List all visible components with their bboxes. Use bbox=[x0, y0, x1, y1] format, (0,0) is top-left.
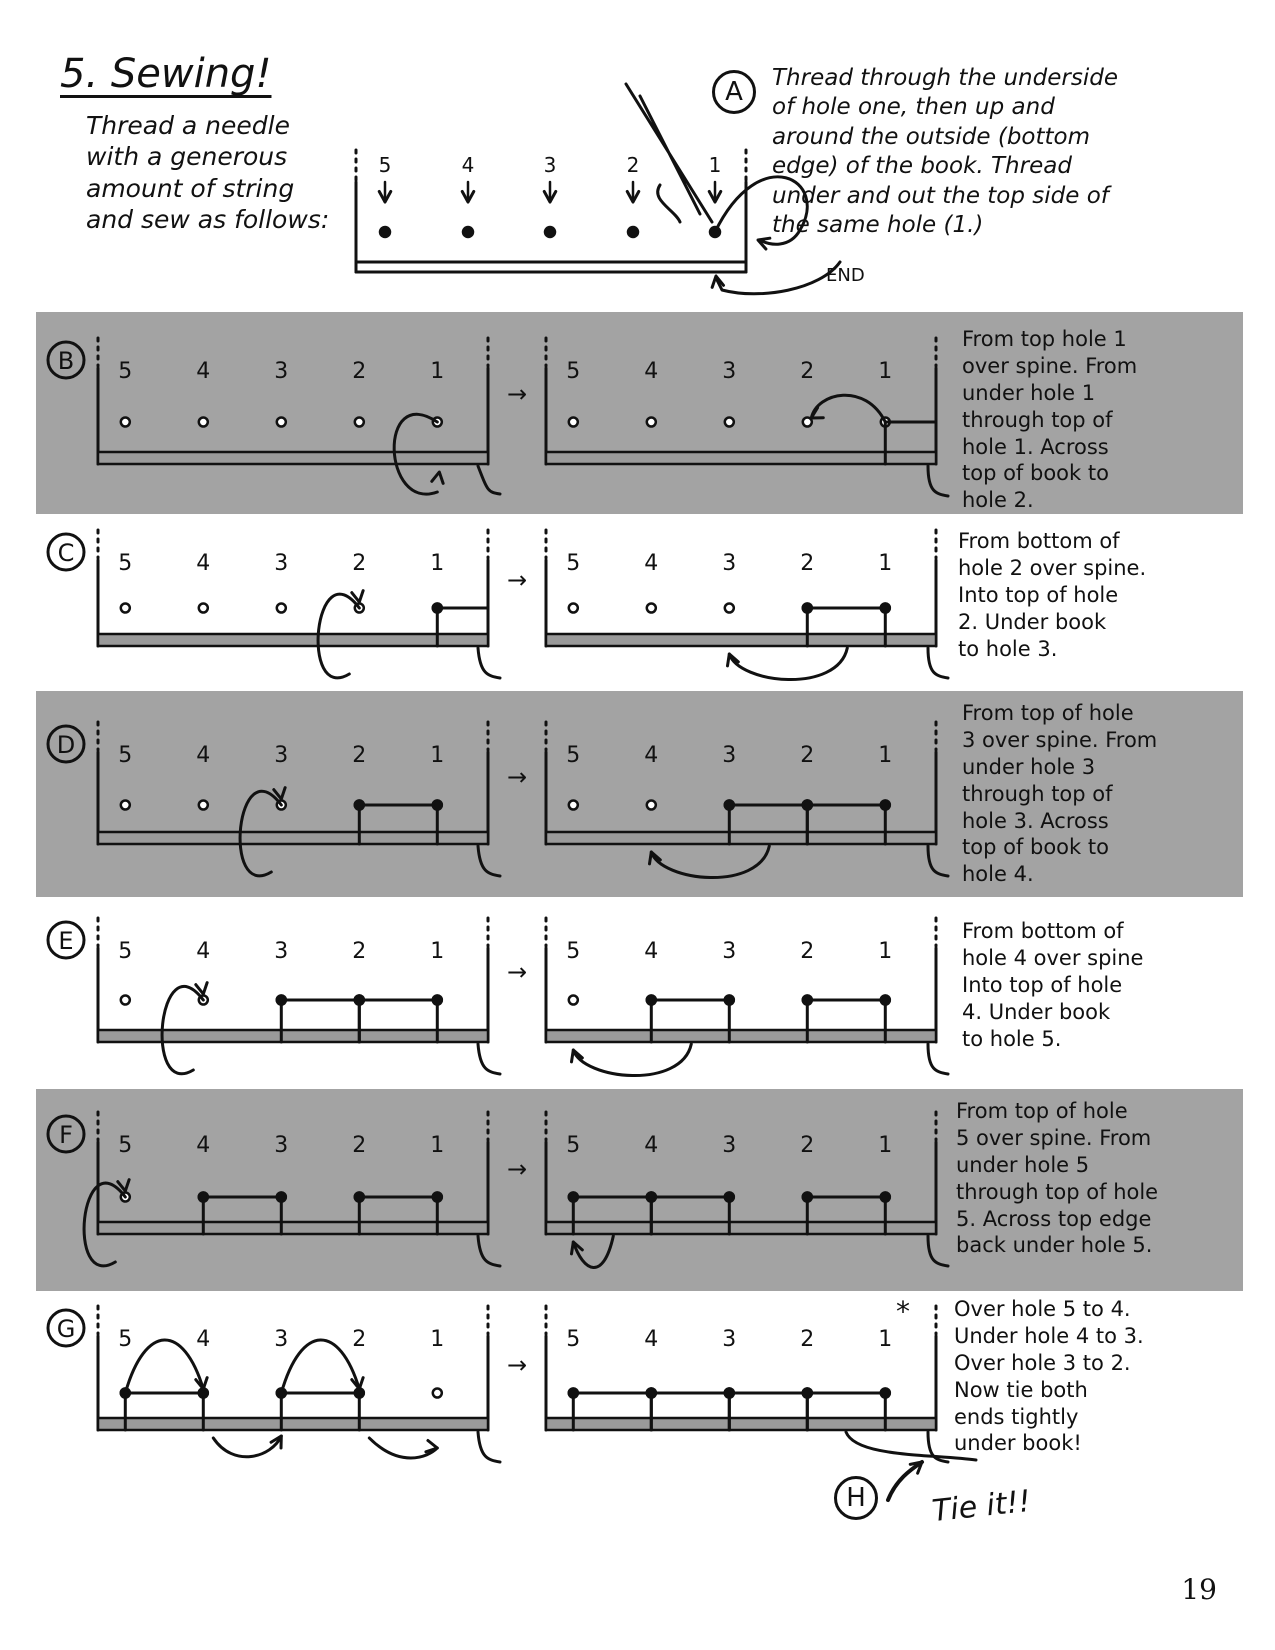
thread-loop bbox=[658, 185, 680, 222]
hole-number: 3 bbox=[722, 551, 737, 576]
hole-number: 2 bbox=[800, 551, 815, 576]
spine-band bbox=[98, 1030, 488, 1042]
hole-number: 3 bbox=[274, 743, 289, 768]
spine-band bbox=[98, 1222, 488, 1234]
hole-number: 3 bbox=[274, 551, 289, 576]
hole bbox=[380, 227, 390, 237]
hole-number: 2 bbox=[352, 1327, 367, 1352]
spine-band bbox=[546, 1418, 936, 1430]
hole-number: 1 bbox=[878, 1133, 893, 1158]
spine-band bbox=[546, 1030, 936, 1042]
hole-number: 4 bbox=[196, 1327, 211, 1352]
thread-tail bbox=[478, 1044, 500, 1074]
sewn-hole bbox=[277, 1193, 286, 1202]
hole-number: 1 bbox=[708, 153, 722, 177]
hole bbox=[569, 996, 578, 1005]
hole-number: 4 bbox=[196, 359, 211, 384]
step-h-label: H bbox=[834, 1476, 878, 1520]
hole-number: 4 bbox=[644, 551, 659, 576]
step-label: E bbox=[58, 927, 74, 955]
sewn-hole bbox=[433, 604, 442, 613]
hole-number: 2 bbox=[352, 551, 367, 576]
thread-arrowhead bbox=[426, 1441, 437, 1452]
sewn-hole bbox=[569, 1193, 578, 1202]
hole-number: 2 bbox=[800, 743, 815, 768]
hole-number: 4 bbox=[644, 1327, 659, 1352]
hole bbox=[647, 604, 656, 613]
thread-tail bbox=[928, 1044, 948, 1074]
hole-number: 1 bbox=[430, 551, 445, 576]
hole-number: 2 bbox=[352, 743, 367, 768]
tie-arrow bbox=[888, 1462, 922, 1500]
hole-number: 4 bbox=[644, 939, 659, 964]
hole bbox=[433, 1389, 442, 1398]
step-d-text: From top of hole 3 over spine. From under hole 3 through top of hole 3. Across top of book to hole 4. bbox=[962, 701, 1158, 887]
sewn-hole bbox=[803, 1193, 812, 1202]
hole-number: 1 bbox=[430, 359, 445, 384]
hole bbox=[121, 418, 130, 427]
hole-number: 1 bbox=[430, 1327, 445, 1352]
hole bbox=[121, 801, 130, 810]
sewn-hole bbox=[355, 1193, 364, 1202]
hole-number: 4 bbox=[644, 1133, 659, 1158]
hole bbox=[569, 604, 578, 613]
hole-number: 2 bbox=[800, 939, 815, 964]
thread-tail bbox=[928, 648, 948, 678]
next-step-arrow: → bbox=[506, 380, 528, 408]
hole-number: 3 bbox=[722, 1133, 737, 1158]
thread-tail bbox=[928, 466, 948, 496]
hole-number: 5 bbox=[566, 551, 581, 576]
sewn-hole bbox=[199, 1193, 208, 1202]
step-label: F bbox=[59, 1121, 73, 1149]
thread-tail bbox=[928, 846, 948, 876]
thread-under bbox=[213, 1436, 281, 1457]
hole-number: 5 bbox=[566, 359, 581, 384]
sewn-hole bbox=[803, 1389, 812, 1398]
sewn-hole bbox=[277, 996, 286, 1005]
hole-number: 1 bbox=[878, 1327, 893, 1352]
step-label: D bbox=[56, 731, 76, 759]
hole bbox=[545, 227, 555, 237]
hole-number: 1 bbox=[430, 1133, 445, 1158]
hole-number: 2 bbox=[626, 153, 640, 177]
spine-band bbox=[546, 452, 936, 464]
thread-next bbox=[651, 846, 769, 878]
step-h-text: Tie it!! bbox=[930, 1483, 1033, 1530]
hole bbox=[463, 227, 473, 237]
hole-number: 2 bbox=[352, 1133, 367, 1158]
thread-over bbox=[281, 1340, 359, 1393]
hole bbox=[277, 418, 286, 427]
step-a-end-label: END bbox=[826, 265, 865, 286]
thread-arrowhead bbox=[811, 408, 823, 418]
spine-band bbox=[546, 634, 936, 646]
hole-number: 5 bbox=[118, 939, 133, 964]
thread-arrowhead bbox=[432, 472, 443, 483]
hole-number: 4 bbox=[196, 939, 211, 964]
hole-number: 5 bbox=[566, 1327, 581, 1352]
sewn-hole bbox=[725, 1389, 734, 1398]
step-a-text: Thread through the underside of hole one, then up and around the outside (bottom edge) of the book. Thread under and out the top side of the same hole (1.) bbox=[772, 65, 1118, 239]
hole bbox=[647, 418, 656, 427]
hole-number: 2 bbox=[800, 359, 815, 384]
hole-number: 5 bbox=[378, 153, 392, 177]
hole-number: 3 bbox=[274, 1327, 289, 1352]
next-step-arrow: → bbox=[506, 1155, 528, 1183]
thread-tail bbox=[478, 1432, 500, 1462]
next-step-arrow: → bbox=[506, 566, 528, 594]
hole-number: 5 bbox=[118, 359, 133, 384]
step-e-text: From bottom of hole 4 over spine Into top of hole 4. Under book to hole 5. bbox=[962, 919, 1144, 1051]
page-title: 5. Sewing! bbox=[60, 51, 272, 97]
step-g-text: Over hole 5 to 4. Under hole 4 to 3. Over hole 3 to 2. Now tie both ends tightly under book! bbox=[954, 1297, 1144, 1456]
sewn-hole bbox=[647, 1389, 656, 1398]
sewn-hole bbox=[725, 996, 734, 1005]
sewn-hole bbox=[881, 1193, 890, 1202]
hole-number: 5 bbox=[566, 939, 581, 964]
step-a-label: A bbox=[712, 70, 756, 114]
spine-band bbox=[98, 832, 488, 844]
sewn-hole bbox=[881, 801, 890, 810]
hole bbox=[647, 801, 656, 810]
hole-number: 2 bbox=[352, 359, 367, 384]
spine-band bbox=[98, 1418, 488, 1430]
hole-number: 2 bbox=[800, 1133, 815, 1158]
step-g-star: * bbox=[896, 1295, 910, 1328]
hole bbox=[199, 418, 208, 427]
hole bbox=[725, 418, 734, 427]
step-f-text: From top of hole 5 over spine. From under hole 5 through top of hole 5. Across top edge back under hole 5. bbox=[956, 1099, 1159, 1258]
sewn-hole bbox=[433, 801, 442, 810]
thread-next bbox=[573, 1236, 613, 1268]
hole bbox=[628, 227, 638, 237]
sewn-hole bbox=[433, 1193, 442, 1202]
sewn-hole bbox=[647, 996, 656, 1005]
hole-number: 3 bbox=[722, 359, 737, 384]
hole bbox=[277, 604, 286, 613]
thread-next bbox=[573, 1044, 691, 1076]
sewn-hole bbox=[355, 801, 364, 810]
page-number: 19 bbox=[1181, 1573, 1217, 1606]
hole bbox=[725, 604, 734, 613]
hole-number: 3 bbox=[722, 939, 737, 964]
hole bbox=[355, 418, 364, 427]
next-step-arrow: → bbox=[506, 1351, 528, 1379]
thread-tail bbox=[478, 1236, 500, 1266]
hole-number: 2 bbox=[800, 1327, 815, 1352]
hole-number: 4 bbox=[196, 551, 211, 576]
thread-tail bbox=[478, 648, 500, 678]
thread-tail bbox=[478, 846, 500, 876]
hole-number: 1 bbox=[878, 359, 893, 384]
hole-number: 4 bbox=[196, 743, 211, 768]
hole-number: 5 bbox=[118, 1327, 133, 1352]
hole-number: 1 bbox=[430, 939, 445, 964]
hole-number: 5 bbox=[118, 551, 133, 576]
hole-number: 1 bbox=[878, 551, 893, 576]
hole-number: 4 bbox=[461, 153, 475, 177]
hole bbox=[121, 996, 130, 1005]
hole-number: 3 bbox=[722, 743, 737, 768]
sewn-hole bbox=[881, 1389, 890, 1398]
sewn-hole bbox=[647, 1193, 656, 1202]
hole-number: 3 bbox=[274, 359, 289, 384]
hole-number: 4 bbox=[644, 743, 659, 768]
hole-number: 3 bbox=[274, 939, 289, 964]
hole bbox=[569, 418, 578, 427]
thread-tail bbox=[478, 466, 500, 494]
hole-number: 1 bbox=[878, 743, 893, 768]
hole-number: 5 bbox=[566, 1133, 581, 1158]
hole-number: 3 bbox=[274, 1133, 289, 1158]
thread-end bbox=[716, 262, 840, 294]
sewn-hole bbox=[725, 1193, 734, 1202]
sewn-hole bbox=[881, 996, 890, 1005]
spine-band bbox=[98, 452, 488, 464]
next-step-arrow: → bbox=[506, 763, 528, 791]
hole-number: 5 bbox=[566, 743, 581, 768]
spine-band bbox=[546, 1222, 936, 1234]
thread-over bbox=[125, 1340, 203, 1393]
spine-band bbox=[546, 832, 936, 844]
step-b-text: From top hole 1 over spine. From under hole 1 through top of hole 1. Across top of book to hole 2. bbox=[962, 327, 1138, 513]
sewn-hole bbox=[725, 801, 734, 810]
hole-number: 3 bbox=[722, 1327, 737, 1352]
spine-band bbox=[98, 634, 488, 646]
hole-number: 5 bbox=[118, 743, 133, 768]
sewn-hole bbox=[803, 801, 812, 810]
sewn-hole bbox=[569, 1389, 578, 1398]
hole-number: 4 bbox=[196, 1133, 211, 1158]
hole bbox=[199, 801, 208, 810]
hole-number: 1 bbox=[430, 743, 445, 768]
sewn-hole bbox=[355, 996, 364, 1005]
next-step-arrow: → bbox=[506, 958, 528, 986]
thread-next bbox=[729, 648, 847, 680]
thread-tail bbox=[928, 1236, 948, 1266]
step-label: G bbox=[56, 1315, 76, 1343]
step-label: B bbox=[57, 347, 75, 375]
hole-number: 3 bbox=[543, 153, 557, 177]
hole-number: 1 bbox=[878, 939, 893, 964]
sewn-hole bbox=[803, 604, 812, 613]
hole-number: 5 bbox=[118, 1133, 133, 1158]
step-label: C bbox=[57, 539, 75, 567]
intro-text: Thread a needle with a generous amount of string and sew as follows: bbox=[86, 111, 330, 234]
hole bbox=[199, 604, 208, 613]
step-c-text: From bottom of hole 2 over spine. Into top of hole 2. Under book to hole 3. bbox=[958, 529, 1147, 661]
sewn-hole bbox=[803, 996, 812, 1005]
sewn-hole bbox=[881, 604, 890, 613]
hole bbox=[569, 801, 578, 810]
hole bbox=[121, 604, 130, 613]
sewn-hole bbox=[433, 996, 442, 1005]
hole-number: 4 bbox=[644, 359, 659, 384]
hole-number: 2 bbox=[352, 939, 367, 964]
